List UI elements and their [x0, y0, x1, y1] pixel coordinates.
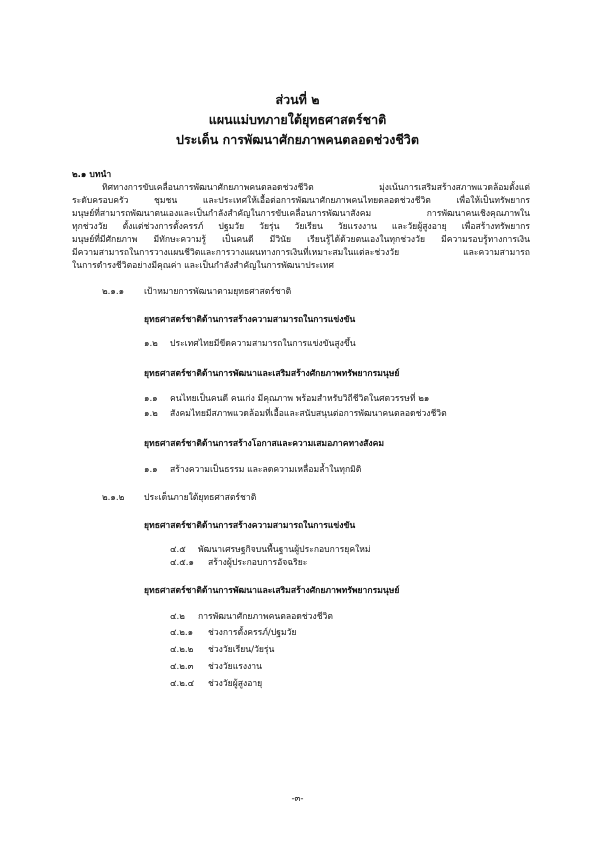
intro-paragraph-line: ทิศทางการขับเคลื่อนการพัฒนาศักยภาพคนตลอดช่วงชีวิต มุ่งเน้นการเสริมสร้างสภาพแวดล้อมตั้งแต่	[102, 183, 530, 193]
subtopic-number: ๔.๒.๒	[170, 645, 194, 655]
page-number: -๓-	[291, 794, 304, 804]
subtopic-number: ๔.๕.๑	[170, 558, 194, 568]
subtopic-text: ช่วงวัยผู้สูงอายุ	[208, 679, 263, 689]
intro-paragraph-line: มีความสามารถในการวางแผนชีวิตและการวางแผนทางการเงินที่เหมาะสมในแต่ละช่วงวัย และความสามารถ	[72, 248, 530, 258]
goal-text: สร้างความเป็นธรรม และลดความเหลื่อมล้ำในทุกมิติ	[170, 465, 362, 475]
strategy-heading: ยุทธศาสตร์ชาติด้านการสร้างความสามารถในการแข่งขัน	[144, 315, 356, 325]
section-number: ๒.๑.๒	[102, 493, 125, 503]
goal-text: สังคมไทยมีสภาพแวดล้อมที่เอื้อและสนับสนุนต่อการพัฒนาคนตลอดช่วงชีวิต	[170, 409, 447, 419]
goal-number: ๑.๑	[144, 394, 158, 404]
issue-heading: ประเด็น การพัฒนาศักยภาพคนตลอดช่วงชีวิต	[176, 132, 419, 147]
intro-paragraph-line: มนุษย์ที่สามารถพัฒนาตนเองและเป็นกำลังสำคัญในการขับเคลื่อนการพัฒนาสังคม การพัฒนาคนเชิงคุณภาพใน	[72, 209, 530, 219]
intro-paragraph-line: ระดับครอบครัว ชุมชน และประเทศให้เอื้อต่อการพัฒนาศักยภาพคนไทยตลอดช่วงชีวิต เพื่อให้เป็นทรัพยากร	[72, 196, 530, 206]
strategy-heading: ยุทธศาสตร์ชาติด้านการสร้างโอกาสและความเสมอภาคทางสังคม	[144, 439, 385, 449]
topic-text: พัฒนาเศรษฐกิจบนพื้นฐานผู้ประกอบการยุคใหม่	[198, 545, 371, 555]
strategy-heading: ยุทธศาสตร์ชาติด้านการพัฒนาและเสริมสร้างศักยภาพทรัพยากรมนุษย์	[144, 369, 400, 379]
subtopic-text: สร้างผู้ประกอบการอัจฉริยะ	[208, 558, 308, 568]
intro-paragraph-line: มนุษย์ที่มีศักยภาพ มีทักษะความรู้ เป็นคนดี มีวินัย เรียนรู้ได้ด้วยตนเองในทุกช่วงวัย มีความรอบรู้ทางการเงิน	[72, 235, 530, 245]
subtopic-text: ช่วงการตั้งครรภ์/ปฐมวัย	[208, 628, 297, 638]
part-heading: ส่วนที่ ๒	[275, 92, 320, 107]
goal-text: ประเทศไทยมีขีดความสามารถในการแข่งขันสูงขึ้น	[170, 339, 356, 349]
plan-heading: แผนแม่บทภายใต้ยุทธศาสตร์ชาติ	[208, 112, 387, 127]
section-title: ประเด็นภายใต้ยุทธศาสตร์ชาติ	[144, 493, 257, 503]
subtopic-text: ช่วงวัยแรงงาน	[208, 662, 262, 672]
subtopic-text: ช่วงวัยเรียน/วัยรุ่น	[208, 645, 275, 655]
strategy-heading: ยุทธศาสตร์ชาติด้านการพัฒนาและเสริมสร้างศักยภาพทรัพยากรมนุษย์	[144, 586, 400, 596]
goal-number: ๑.๑	[144, 465, 158, 475]
intro-heading: ๒.๑ บทนำ	[72, 170, 112, 180]
intro-paragraph-line: ทุกช่วงวัย ตั้งแต่ช่วงการตั้งครรภ์ ปฐมวัย วัยรุ่น วัยเรียน วัยแรงงาน และวัยผู้สูงอายุ เพื่อสร้างทรัพยากร	[72, 222, 530, 232]
topic-number: ๔.๕	[170, 545, 186, 555]
subtopic-number: ๔.๒.๔	[170, 679, 195, 689]
topic-text: การพัฒนาศักยภาพคนตลอดช่วงชีวิต	[198, 612, 333, 622]
subtopic-number: ๔.๒.๑	[170, 628, 194, 638]
strategy-heading: ยุทธศาสตร์ชาติด้านการสร้างความสามารถในการแข่งขัน	[144, 521, 356, 531]
section-number: ๒.๑.๑	[102, 287, 125, 297]
intro-paragraph-line: ในการดำรงชีวิตอย่างมีคุณค่า และเป็นกำลังสำคัญในการพัฒนาประเทศ	[72, 261, 334, 271]
goal-number: ๑.๒	[144, 409, 158, 419]
goal-number: ๑.๒	[144, 339, 158, 349]
topic-number: ๔.๒	[170, 612, 185, 622]
goal-text: คนไทยเป็นคนดี คนเก่ง มีคุณภาพ พร้อมสำหรับวิถีชีวิตในศตวรรษที่ ๒๑	[170, 394, 430, 404]
section-title: เป้าหมายการพัฒนาตามยุทธศาสตร์ชาติ	[144, 287, 292, 297]
subtopic-number: ๔.๒.๓	[170, 662, 194, 672]
